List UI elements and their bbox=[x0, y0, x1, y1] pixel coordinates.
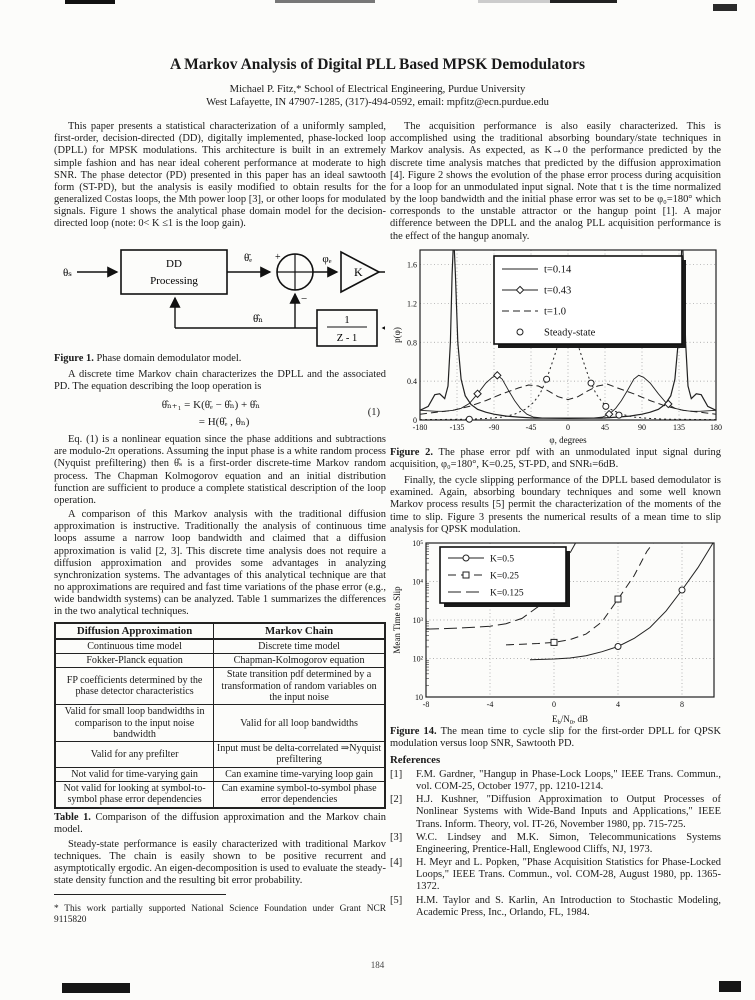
y-tick-label: 1.6 bbox=[407, 260, 417, 270]
paper-title: A Markov Analysis of Digital PLL Based MPSK Demodulators bbox=[169, 56, 586, 73]
figure2 bbox=[390, 246, 721, 471]
gain-label: K bbox=[354, 264, 363, 279]
x-tick-label: -45 bbox=[525, 422, 537, 432]
x-axis-label: φ, degrees bbox=[549, 434, 587, 445]
legend-label: K=0.5 bbox=[490, 554, 515, 565]
table-cell: Input must be delta-correlated ⇒Nyquist prefiltering bbox=[214, 742, 385, 768]
table-cell: Chapman-Kolmogorov equation bbox=[214, 654, 385, 668]
input-signal-label: θₛ bbox=[63, 266, 72, 279]
y-axis-label: p(φ) bbox=[392, 326, 402, 343]
marker-circle bbox=[463, 555, 469, 561]
marker-circle bbox=[466, 416, 472, 422]
figure3-caption-text: The mean time to cycle slip for the first-order DPLL for QPSK modulation versus loop SNR, Sawtooth PD. bbox=[390, 725, 721, 750]
table-cell: Fokker-Planck equation bbox=[55, 654, 214, 668]
y-tick-label: 10⁴ bbox=[412, 577, 423, 587]
marker-circle bbox=[616, 412, 622, 418]
footnote-text: This work partially supported National Science Foundation under Grant NCR 9115820 bbox=[54, 903, 386, 925]
scan-artifact bbox=[65, 0, 115, 4]
figure2-caption-label: Figure 2. bbox=[390, 446, 433, 458]
figure3-caption-label: Figure 14. bbox=[390, 725, 437, 737]
y-tick-label: 0.4 bbox=[407, 376, 417, 386]
reference-number: [3] bbox=[390, 831, 403, 843]
scan-artifact bbox=[719, 981, 741, 992]
reference-item bbox=[390, 857, 721, 894]
table-row bbox=[55, 639, 385, 654]
y-tick-label: 0.8 bbox=[407, 338, 417, 348]
paragraph: The acquisition performance is also easily characterized. This is accomplished using the traditional absorbing boundary/state techniques in Markov analysis. As expected, as K→0 the performance predicted by the discrete time analysis matches that predicted by the diffusion approximation [4]. Figure 2 shows the evolution of the phase error process during acquisition for a loop for an unmodulated input signal. Note that t is the time normalized by the loop bandwidth and the initial phase error was set to be φ₀=180° which corresponds to the unstable attractor or the hangup point [1]. A major difference between the DPLL and the analog PLL acquisition performance is the effect of the hangup anomaly. bbox=[390, 121, 721, 242]
figure1-caption-text: Phase domain demodulator model. bbox=[96, 352, 242, 364]
legend-label: t=1.0 bbox=[544, 306, 566, 318]
fraction-numerator: 1 bbox=[344, 314, 350, 326]
reference-text: F.M. Gardner, "Hangup in Phase-Lock Loops," IEEE Trans. Commun., vol. COM-25, October 1977, pp. 1210-1214. bbox=[416, 768, 721, 793]
reference-item bbox=[390, 895, 721, 919]
sum-plus-sign: + bbox=[275, 251, 281, 263]
table-row bbox=[55, 767, 385, 781]
table-cell: Not valid for looking at symbol-to-symbol phase error dependencies bbox=[55, 781, 214, 807]
figure3-caption bbox=[390, 726, 721, 750]
paragraph: A comparison of this Markov analysis with the traditional diffusion approximation is instructive. Traditionally the analysis of continuous time loops assume a narrow loop bandwidth and claimed that a diffusion approximation is valid [2, 3]. This discrete time analysis does not require a diffusion approximation and provides some advantages in analyzing synchronization systems. The advantages of this analytical technique are that no approximations are required and fast time variations of the phase error (e.g., wide bandwidth systems) can be analyzed. Table 1 summarizes the differences in the two analytical techniques. bbox=[54, 509, 386, 618]
marker-circle bbox=[588, 380, 594, 386]
pd-output-label: θ̄ₑ bbox=[243, 251, 253, 264]
table-cell: Not valid for time-varying gain bbox=[55, 767, 214, 781]
author-line: Michael P. Fitz,* School of Electrical Engineering, Purdue University bbox=[229, 84, 526, 95]
table-header-cell: Diffusion Approximation bbox=[55, 623, 214, 639]
reference-text: H.J. Kushner, "Diffusion Approximation to Output Processes of Nonlinear Systems with Wide-Band Inputs and Applications," IEEE Trans. Inform. Theory, vol. IT-26, November 1980, pp. 715-725. bbox=[416, 794, 721, 830]
reference-number: [2] bbox=[390, 794, 403, 806]
x-tick-label: 45 bbox=[601, 422, 609, 432]
marker-square bbox=[551, 639, 557, 645]
equation-body bbox=[162, 397, 260, 430]
table-header-row bbox=[55, 623, 385, 639]
reference-number: [5] bbox=[390, 894, 403, 906]
paragraph: This paper presents a statistical characterization of a uniformly sampled, first-order, decision-directed (DD), digitally implemented, phase-locked loop (DPLL) for MPSK modulations. This architecture is built in an extremely simple fashion and has near ideal coherent performance at moderate to high SNR. The phase detector (PD) presented in this paper has an ideal sawtooth form (ST-PD), but the analysis is easily modified to obtain results for the generalized Costas loops, the Mth power loop [3], or other loops for modulated signals. Figure 1 shows the analytical phase domain model for the decision-directed loop (note: 0< K ≤1 is the loop gain). bbox=[54, 121, 386, 230]
marker-circle bbox=[544, 376, 550, 382]
figure2-chart bbox=[390, 246, 722, 446]
x-tick-label: -4 bbox=[486, 699, 494, 709]
marker-circle bbox=[679, 587, 685, 593]
x-tick-label: 0 bbox=[566, 422, 570, 432]
footnote-rule bbox=[54, 894, 226, 895]
y-tick-label: 10² bbox=[412, 654, 423, 664]
series-line-1 bbox=[420, 375, 716, 418]
y-tick-label: 10³ bbox=[412, 615, 423, 625]
scan-artifact bbox=[478, 0, 550, 3]
fraction-denominator: Z - 1 bbox=[336, 332, 358, 344]
equation-number: (1) bbox=[367, 407, 380, 419]
table-row bbox=[55, 705, 385, 742]
right-column bbox=[390, 121, 721, 920]
left-column bbox=[54, 121, 386, 926]
reference-item bbox=[390, 769, 721, 793]
x-tick-label: -135 bbox=[449, 422, 465, 432]
marker-square bbox=[463, 572, 469, 578]
marker-square bbox=[615, 596, 621, 602]
x-tick-label: -8 bbox=[422, 699, 430, 709]
table-cell: FP coefficients determined by the phase detector characteristics bbox=[55, 668, 214, 705]
page-number: 184 bbox=[370, 960, 385, 970]
x-axis-label: $E_b/N_0$, dB bbox=[551, 713, 589, 725]
equation-line1: θ̂ₙ₊₁ = K(θ̄ₑ − θ̂ₙ) + θ̂ₙ bbox=[161, 399, 260, 412]
x-tick-label: 90 bbox=[638, 422, 646, 432]
scan-artifact bbox=[62, 983, 130, 993]
table-cell: Continuous time model bbox=[55, 639, 214, 654]
figure1-diagram bbox=[55, 234, 385, 352]
table-row bbox=[55, 781, 385, 807]
y-tick-label: 0 bbox=[413, 415, 417, 425]
table1-caption-text: Comparison of the diffusion approximation and the Markov chain model. bbox=[54, 811, 387, 835]
figure1-caption bbox=[54, 353, 386, 365]
figure2-caption-text: The phase error pdf with an unmodulated input signal during acquisition, φ₀=180°, K=0.25, ST-PD, and SNRₗ=6dB. bbox=[390, 446, 721, 470]
references-section bbox=[390, 754, 721, 919]
figure3 bbox=[390, 539, 721, 750]
scan-artifact bbox=[713, 4, 737, 11]
table1-caption bbox=[54, 812, 386, 836]
reference-text: W.C. Lindsey and M.K. Simon, Telecommunications Systems Engineering, Prentice-Hall, Englewood Cliffs, NJ, 1973. bbox=[416, 831, 721, 855]
marker-circle bbox=[603, 403, 609, 409]
legend-label: t=0.14 bbox=[544, 264, 572, 276]
table1-caption-label: Table 1. bbox=[54, 811, 91, 823]
phase-error-label: φₑ bbox=[322, 252, 332, 265]
table-row bbox=[55, 668, 385, 705]
x-tick-label: -180 bbox=[412, 422, 428, 432]
equation-1 bbox=[54, 397, 386, 430]
table-cell: Valid for any prefilter bbox=[55, 742, 214, 768]
footnote bbox=[54, 902, 386, 927]
paragraph: A discrete time Markov chain characterizes the DPLL and the associated PD. The equation describing the loop operation is bbox=[54, 368, 386, 392]
feedback-path bbox=[379, 272, 385, 328]
dd-processing-block bbox=[121, 250, 227, 294]
table-cell: Valid for all loop bandwidths bbox=[214, 705, 385, 742]
figure2-caption bbox=[390, 447, 721, 471]
footnote-marker: * bbox=[54, 903, 59, 914]
reference-text: H. Meyr and L. Popken, "Phase Acquisition Statistics for Phase-Locked Loops," IEEE Trans. Commun., vol. COM-28, August 1980, pp. 1365-1372. bbox=[416, 857, 721, 893]
legend-label: Steady-state bbox=[544, 327, 596, 339]
figure1 bbox=[54, 234, 386, 365]
marker-circle bbox=[615, 643, 621, 649]
y-tick-label: 10 bbox=[415, 692, 423, 702]
x-tick-label: 180 bbox=[710, 422, 722, 432]
figure1-caption-label: Figure 1. bbox=[54, 352, 94, 364]
paper-header bbox=[0, 56, 755, 109]
reference-number: [1] bbox=[390, 768, 403, 780]
x-tick-label: 4 bbox=[616, 699, 620, 709]
y-axis-label: Mean Time to Slip bbox=[392, 586, 402, 654]
address-line: West Lafayette, IN 47907-1285, (317)-494-0592, email: mpfitz@ecn.purdue.edu bbox=[206, 97, 549, 109]
legend-label: K=0.25 bbox=[490, 571, 519, 582]
x-tick-label: 135 bbox=[673, 422, 685, 432]
table-header-cell: Markov Chain bbox=[214, 623, 385, 639]
legend-label: t=0.43 bbox=[544, 285, 572, 297]
scan-artifact bbox=[550, 0, 617, 3]
table-cell: Discrete time model bbox=[214, 639, 385, 654]
x-tick-label: 8 bbox=[680, 699, 684, 709]
comparison-table bbox=[54, 622, 386, 809]
paragraph: Eq. (1) is a nonlinear equation since the phase additions and subtractions are modulo-2π operations. Assuming the input phase is a white random process (Nyquist prefiltering) then θ̂ₛ is a first-order discrete-time Markov random process. The Chapman Kolmogorov equation and an initial distribution function are sufficient to produce a complete statistical description of the loop operation. bbox=[54, 434, 386, 506]
dd-block-label: DD bbox=[166, 257, 182, 270]
feedback-signal-label: θ̂ₙ bbox=[252, 312, 264, 325]
reference-item bbox=[390, 832, 721, 856]
legend-label: K=0.125 bbox=[490, 588, 524, 599]
paragraph: Finally, the cycle slipping performance of the DPLL based demodulator is examined. Again, absorbing boundary techniques and some well known Markov process results [5] permit the characterization of the moments of the time to slip. Figure 3 presents the numerical results of a mean time to slip analysis for QPSK modulation. bbox=[390, 475, 721, 535]
series-line-2 bbox=[420, 384, 716, 414]
table-cell: Can examine symbol-to-symbol phase error dependencies bbox=[214, 781, 385, 807]
y-tick-label: 1.2 bbox=[407, 299, 417, 309]
sum-minus-sign: − bbox=[301, 292, 308, 305]
table-cell: Valid for small loop bandwidths in comparison to the input noise bandwidth bbox=[55, 705, 214, 742]
table-row bbox=[55, 654, 385, 668]
x-tick-label: 0 bbox=[552, 699, 556, 709]
table-row bbox=[55, 742, 385, 768]
x-tick-label: -90 bbox=[488, 422, 500, 432]
y-tick-label: 10⁵ bbox=[412, 538, 423, 548]
marker-diamond bbox=[665, 400, 672, 407]
scan-artifact bbox=[275, 0, 375, 3]
references-heading: References bbox=[390, 754, 441, 767]
reference-text: H.M. Taylor and S. Karlin, An Introduction to Stochastic Modeling, Academic Press, Inc., Orlando, FL, 1984. bbox=[416, 894, 721, 918]
paragraph: Steady-state performance is easily characterized with traditional Markov techniques. The chain is easily shown to be positive recurrent and asymptotically ergodic. An eigen-decomposition is used to evaluate the steady-state density function and the resulting bit error probability. bbox=[54, 838, 386, 887]
reference-number: [4] bbox=[390, 857, 403, 869]
table-cell: Can examine time-varying loop gain bbox=[214, 767, 385, 781]
reference-item bbox=[390, 794, 721, 831]
figure3-chart bbox=[390, 539, 722, 725]
dd-block-label: Processing bbox=[150, 274, 198, 287]
equation-line2: = H(θ̂ₑ , θₙ) bbox=[198, 415, 250, 428]
marker-circle bbox=[517, 329, 523, 335]
table-cell: State transition pdf determined by a transformation of random variables on the input noise bbox=[214, 668, 385, 705]
